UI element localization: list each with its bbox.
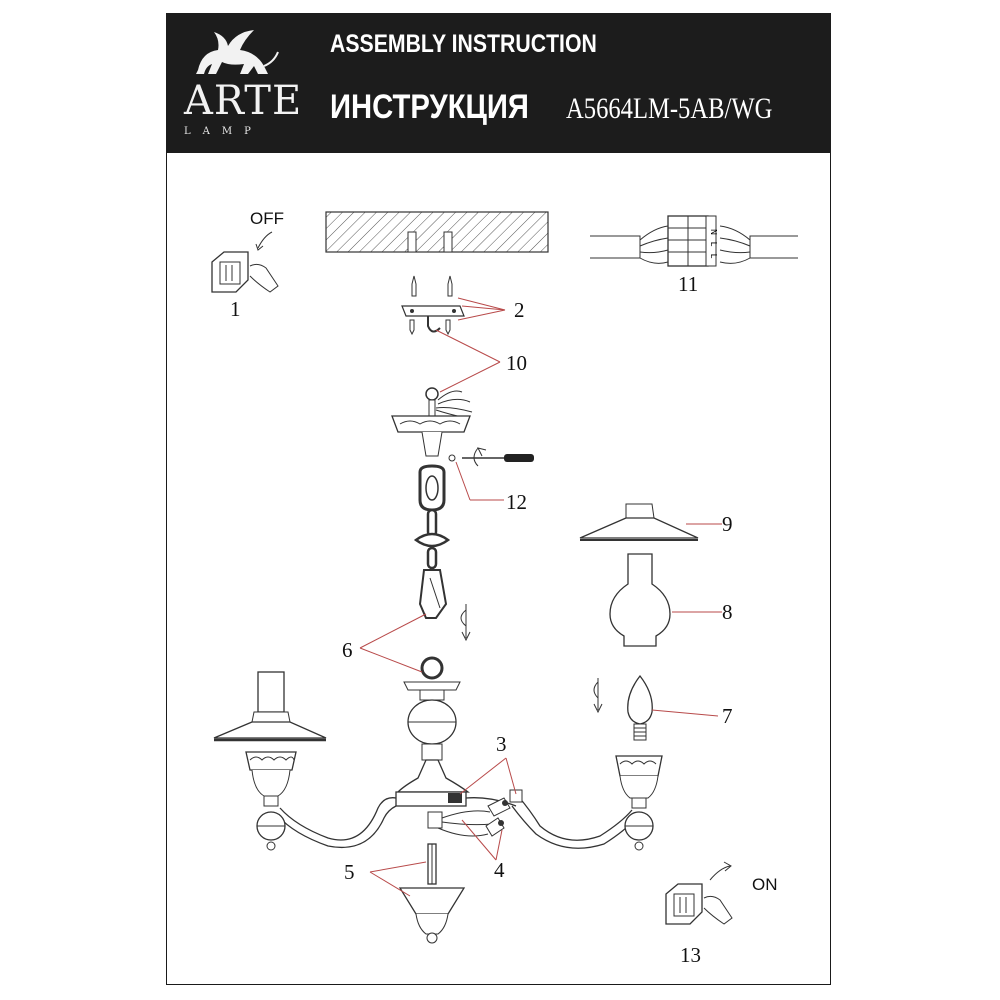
glass-chimney-icon [610,554,670,646]
terminal-block-icon [590,216,798,266]
terminal-mark: L [709,253,718,259]
brand-subtitle: LAMP [184,126,263,137]
metal-shade-icon [580,504,698,540]
terminal-mark: L [709,241,718,247]
callout-5: 5 [344,860,355,884]
callout-4: 4 [494,858,505,882]
callout-11: 11 [678,272,699,296]
screwdriver-icon [449,448,534,466]
callout-8: 8 [722,600,733,624]
right-arm-socket-icon [616,756,662,850]
callout-2: 2 [514,298,525,322]
wall-switch-on-icon [666,862,732,924]
callout-13: 13 [680,943,701,967]
terminal-mark: N [709,229,718,235]
switch-off-label: OFF [250,209,284,228]
chain-icon [416,466,448,618]
callout-9: 9 [722,512,733,536]
ceiling-icon [326,212,548,252]
callout-6: 6 [342,638,353,662]
callout-7: 7 [722,704,733,728]
callout-1: 1 [230,297,241,321]
switch-on-label: ON [752,875,778,894]
rotate-arrow-icon [594,678,602,712]
chandelier-body-icon [278,658,636,848]
wall-switch-off-icon [212,232,278,292]
candle-bulb-icon [628,676,653,740]
title-russian: ИНСТРУКЦИЯ [330,88,529,126]
callout-3: 3 [496,732,507,756]
rotate-arrow-icon [461,604,470,640]
callout-10: 10 [506,351,527,375]
left-arm-lamp-icon [214,672,326,850]
title-english: ASSEMBLY INSTRUCTION [330,30,597,58]
bottom-finial-icon [400,844,464,943]
callout-12: 12 [506,490,527,514]
brand-name: ARTE [184,78,303,124]
canopy-icon [392,388,472,456]
model-number: A5664LM-5AB/WG [566,92,773,125]
mounting-bracket-icon [402,276,464,334]
